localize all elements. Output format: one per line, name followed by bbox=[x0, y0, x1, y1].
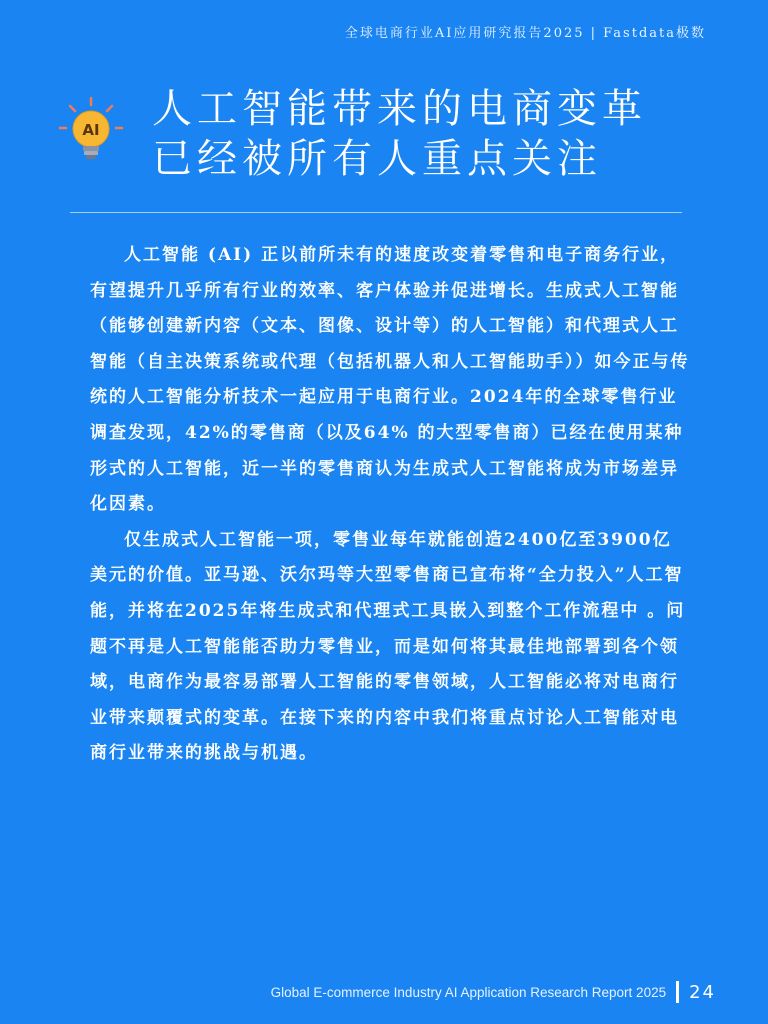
body-content bbox=[90, 238, 690, 772]
body-paragraph-2: 仅生成式人工智能一项，零售业每年就能创造2400亿至3900亿美元的价值。亚马逊、沃尔玛等大型零售商已宣布将“全力投入”人工智能，并将在2025年将生成式和代理式工具嵌入到整个工作流程中 。问题不再是人工智能能否助力零售业，而是如何将其最佳地部署到各个领域，电商作为最容易部署人工智能的零售领域，人工智能必将对电商行业带来颠覆式的变革。在接下来的内容中我们将重点讨论人工智能对电商行业带来的挑战与机遇。 bbox=[90, 529, 686, 764]
ai-icon-label: AI bbox=[82, 121, 100, 139]
title-divider bbox=[70, 212, 682, 213]
page-title bbox=[152, 84, 647, 184]
report-header-tag: 全球电商行业AI应用研究报告2025 | Fastdata极数 bbox=[344, 26, 706, 41]
page-number: 24 bbox=[689, 981, 716, 1003]
ai-lightbulb-icon bbox=[58, 96, 124, 166]
page-title-line-2: 已经被所有人重点关注 bbox=[152, 136, 602, 182]
footer-report-name: Global E-commerce Industry AI Application Research Report 2025 bbox=[270, 984, 667, 1000]
body-paragraph-1: 人工智能 (AI) 正以前所未有的速度改变着零售和电子商务行业，有望提升几乎所有行业的效率、客户体验并促进增长。生成式人工智能（能够创建新内容（文本、图像、设计等）的人工智能）和代理式人工智能（自主决策系统或代理（包括机器人和人工智能助手））如今正与传统的人工智能分析技术一起应用于电商行业。2024年的全球零售行业调查发现，42%的零售商（以及64% 的大型零售商）已经在使用某种形式的人工智能，近一半的零售商认为生成式人工智能将成为市场差异化因素。 bbox=[90, 245, 690, 515]
page-title-line-1: 人工智能带来的电商变革 bbox=[152, 86, 647, 132]
page-footer bbox=[271, 980, 716, 1004]
footer-divider-bar bbox=[676, 981, 679, 1003]
